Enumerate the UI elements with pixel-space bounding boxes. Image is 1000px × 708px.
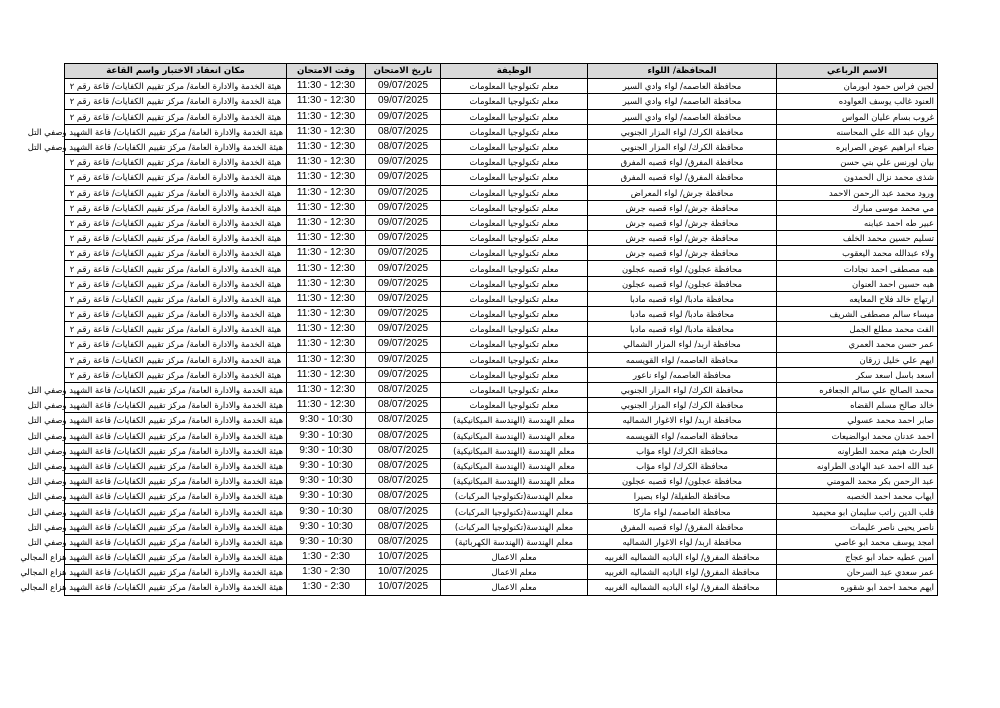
cell-name: امين عطيه حماد ابو عجاج <box>777 550 938 565</box>
cell-exam-time: 9:30 - 10:30 <box>287 413 366 428</box>
table-row <box>65 185 938 200</box>
cell-job: معلم الهندسة(تكنولوجيا المركبات) <box>441 489 588 504</box>
cell-job: معلم الهندسة (الهندسة الميكانيكية) <box>441 413 588 428</box>
cell-name: هبه حسين احمد العنوان <box>777 276 938 291</box>
cell-governorate: محافظة مادبا/ لواء قصبه مادبا <box>588 291 777 306</box>
table-row <box>65 398 938 413</box>
cell-place: هيئة الخدمة والادارة العامة/ مركز تقييم الكفايات/ قاعة رقم ٢ <box>65 109 287 124</box>
cell-place: هيئة الخدمة والادارة العامة/ مركز تقييم الكفايات/ قاعة الشهيد وصفي التل <box>65 519 287 534</box>
cell-exam-time: 11:30 - 12:30 <box>287 276 366 291</box>
cell-governorate: محافظة المفرق/ لواء قصبه المفرق <box>588 519 777 534</box>
cell-name: ولاء عبدالله محمد اليعقوب <box>777 246 938 261</box>
cell-exam-date: 09/07/2025 <box>366 276 441 291</box>
cell-exam-date: 08/07/2025 <box>366 443 441 458</box>
cell-governorate: محافظة الكرك/ لواء مؤاب <box>588 458 777 473</box>
cell-exam-time: 11:30 - 12:30 <box>287 261 366 276</box>
cell-place: هيئة الخدمة والادارة العامة/ مركز تقييم الكفايات/ قاعة رقم ٢ <box>65 367 287 382</box>
table-row <box>65 246 938 261</box>
cell-exam-date: 09/07/2025 <box>366 185 441 200</box>
cell-name: تسليم حسين محمد الخلف <box>777 231 938 246</box>
cell-place: هيئة الخدمة والادارة العامة/ مركز تقييم الكفايات/ قاعة رقم ٢ <box>65 215 287 230</box>
cell-name: امجد يوسف محمد ابو عاصي <box>777 534 938 549</box>
cell-exam-date: 10/07/2025 <box>366 565 441 580</box>
cell-name: روان عبد الله علي المحاسنه <box>777 124 938 139</box>
cell-exam-date: 08/07/2025 <box>366 458 441 473</box>
cell-name: ارتهاج خالد فلاح المعايعه <box>777 291 938 306</box>
cell-place: هيئة الخدمة والادارة العامة/ مركز تقييم الكفايات/ قاعة رقم ٢ <box>65 276 287 291</box>
cell-job: معلم تكنولوجيا المعلومات <box>441 231 588 246</box>
cell-place: هيئة الخدمة والادارة العامة/ مركز تقييم الكفايات/ قاعة الشهيد وصفي التل <box>65 139 287 154</box>
header-governorate: المحافظة/ اللواء <box>588 64 777 79</box>
cell-place: هيئة الخدمة والادارة العامة/ مركز تقييم الكفايات/ قاعة رقم ٢ <box>65 94 287 109</box>
cell-governorate: محافظة الكرك/ لواء مؤاب <box>588 443 777 458</box>
cell-exam-date: 09/07/2025 <box>366 261 441 276</box>
cell-governorate: محافظة الطفيلة/ لواء بصيرا <box>588 489 777 504</box>
table-row <box>65 458 938 473</box>
cell-exam-date: 09/07/2025 <box>366 170 441 185</box>
cell-place: هيئة الخدمة والادارة العامة/ مركز تقييم الكفايات/ قاعة الشهيد هزاع المجالي <box>65 565 287 580</box>
cell-place: هيئة الخدمة والادارة العامة/ مركز تقييم الكفايات/ قاعة رقم ٢ <box>65 200 287 215</box>
cell-exam-date: 09/07/2025 <box>366 231 441 246</box>
cell-governorate: محافظة المفرق/ لواء الباديه الشماليه الغربيه <box>588 550 777 565</box>
cell-exam-time: 11:30 - 12:30 <box>287 291 366 306</box>
cell-place: هيئة الخدمة والادارة العامة/ مركز تقييم الكفايات/ قاعة الشهيد وصفي التل <box>65 382 287 397</box>
cell-job: معلم تكنولوجيا المعلومات <box>441 246 588 261</box>
cell-exam-time: 9:30 - 10:30 <box>287 519 366 534</box>
cell-exam-date: 09/07/2025 <box>366 307 441 322</box>
cell-exam-date: 08/07/2025 <box>366 474 441 489</box>
cell-place: هيئة الخدمة والادارة العامة/ مركز تقييم الكفايات/ قاعة رقم ٢ <box>65 246 287 261</box>
cell-name: عمر سعدي عبد السرحان <box>777 565 938 580</box>
cell-job: معلم الاعمال <box>441 550 588 565</box>
cell-governorate: محافظة اربد/ لواء الاغوار الشماليه <box>588 534 777 549</box>
cell-place: هيئة الخدمة والادارة العامة/ مركز تقييم الكفايات/ قاعة رقم ٢ <box>65 291 287 306</box>
table-row <box>65 443 938 458</box>
cell-governorate: محافظة الكرك/ لواء المزار الجنوبي <box>588 124 777 139</box>
cell-exam-time: 1:30 - 2:30 <box>287 580 366 595</box>
cell-job: معلم تكنولوجيا المعلومات <box>441 155 588 170</box>
cell-exam-time: 11:30 - 12:30 <box>287 398 366 413</box>
table-row <box>65 367 938 382</box>
header-name: الاسم الرباعي <box>777 64 938 79</box>
cell-job: معلم تكنولوجيا المعلومات <box>441 322 588 337</box>
cell-exam-date: 08/07/2025 <box>366 428 441 443</box>
table-row <box>65 428 938 443</box>
table-row <box>65 231 938 246</box>
cell-governorate: محافظة العاصمه/ لواء القويسمه <box>588 428 777 443</box>
table-row <box>65 489 938 504</box>
cell-governorate: محافظة العاصمه/ لواء ماركا <box>588 504 777 519</box>
table-row <box>65 109 938 124</box>
cell-name: خالد صالح مسلم القضاه <box>777 398 938 413</box>
cell-job: معلم تكنولوجيا المعلومات <box>441 352 588 367</box>
cell-job: معلم الاعمال <box>441 565 588 580</box>
cell-job: معلم تكنولوجيا المعلومات <box>441 261 588 276</box>
cell-name: اسعد باسل اسعد سكر <box>777 367 938 382</box>
cell-exam-time: 11:30 - 12:30 <box>287 200 366 215</box>
cell-name: ايهم علي خليل زرقان <box>777 352 938 367</box>
cell-place: هيئة الخدمة والادارة العامة/ مركز تقييم الكفايات/ قاعة رقم ٢ <box>65 322 287 337</box>
cell-exam-time: 11:30 - 12:30 <box>287 215 366 230</box>
cell-job: معلم الهندسة (الهندسة الميكانيكية) <box>441 458 588 473</box>
cell-place: هيئة الخدمة والادارة العامة/ مركز تقييم الكفايات/ قاعة الشهيد وصفي التل <box>65 443 287 458</box>
cell-governorate: محافظة الكرك/ لواء المزار الجنوبي <box>588 382 777 397</box>
table-row <box>65 504 938 519</box>
cell-place: هيئة الخدمة والادارة العامة/ مركز تقييم الكفايات/ قاعة رقم ٢ <box>65 307 287 322</box>
cell-exam-date: 09/07/2025 <box>366 246 441 261</box>
cell-governorate: محافظة الكرك/ لواء المزار الجنوبي <box>588 139 777 154</box>
cell-exam-date: 08/07/2025 <box>366 124 441 139</box>
cell-governorate: محافظة العاصمه/ لواء وادي السير <box>588 109 777 124</box>
cell-job: معلم تكنولوجيا المعلومات <box>441 79 588 94</box>
cell-exam-time: 11:30 - 12:30 <box>287 322 366 337</box>
cell-name: الحارث هيثم محمد الطراونه <box>777 443 938 458</box>
cell-governorate: محافظة جرش/ لواء قصبه جرش <box>588 246 777 261</box>
cell-place: هيئة الخدمة والادارة العامة/ مركز تقييم الكفايات/ قاعة رقم ٢ <box>65 352 287 367</box>
table-body <box>20 79 938 595</box>
cell-exam-date: 08/07/2025 <box>366 413 441 428</box>
table-row <box>65 352 938 367</box>
cell-name: لجين فراس حمود ابورمان <box>777 79 938 94</box>
cell-name: هبه مصطفى احمد نجادات <box>777 261 938 276</box>
cell-exam-time: 9:30 - 10:30 <box>287 428 366 443</box>
cell-exam-time: 11:30 - 12:30 <box>287 139 366 154</box>
cell-job: معلم تكنولوجيا المعلومات <box>441 291 588 306</box>
cell-place: هيئة الخدمة والادارة العامة/ مركز تقييم الكفايات/ قاعة الشهيد وصفي التل <box>65 458 287 473</box>
cell-exam-time: 11:30 - 12:30 <box>287 367 366 382</box>
cell-place: هيئة الخدمة والادارة العامة/ مركز تقييم الكفايات/ قاعة الشهيد وصفي التل <box>65 124 287 139</box>
cell-place: هيئة الخدمة والادارة العامة/ مركز تقييم الكفايات/ قاعة رقم ٢ <box>65 231 287 246</box>
cell-exam-date: 09/07/2025 <box>366 337 441 352</box>
cell-exam-date: 08/07/2025 <box>366 504 441 519</box>
cell-exam-time: 1:30 - 2:30 <box>287 550 366 565</box>
cell-place: هيئة الخدمة والادارة العامة/ مركز تقييم الكفايات/ قاعة الشهيد وصفي التل <box>65 489 287 504</box>
cell-governorate: محافظة المفرق/ لواء قصبه المفرق <box>588 170 777 185</box>
cell-name: صابر احمد محمد عسولي <box>777 413 938 428</box>
cell-exam-time: 9:30 - 10:30 <box>287 489 366 504</box>
cell-place: هيئة الخدمة والادارة العامة/ مركز تقييم الكفايات/ قاعة الشهيد وصفي التل <box>65 428 287 443</box>
table-row <box>65 550 938 565</box>
cell-exam-time: 11:30 - 12:30 <box>287 337 366 352</box>
cell-exam-date: 10/07/2025 <box>366 580 441 595</box>
cell-exam-time: 11:30 - 12:30 <box>287 124 366 139</box>
table-row <box>65 382 938 397</box>
cell-exam-time: 9:30 - 10:30 <box>287 458 366 473</box>
table-row <box>65 307 938 322</box>
cell-place: هيئة الخدمة والادارة العامة/ مركز تقييم الكفايات/ قاعة رقم ٢ <box>65 185 287 200</box>
cell-governorate: محافظة جرش/ لواء قصبه جرش <box>588 200 777 215</box>
exam-schedule-table <box>20 63 938 596</box>
cell-exam-time: 11:30 - 12:30 <box>287 185 366 200</box>
cell-exam-time: 11:30 - 12:30 <box>287 155 366 170</box>
cell-name: ورود محمد عبد الرحمن الاحمد <box>777 185 938 200</box>
cell-governorate: محافظة العاصمه/ لواء ناعور <box>588 367 777 382</box>
table-row <box>65 565 938 580</box>
table-row <box>65 413 938 428</box>
cell-governorate: محافظة العاصمه/ لواء وادي السير <box>588 79 777 94</box>
header-row <box>65 64 938 79</box>
header-exam-time: وقت الامتحان <box>287 64 366 79</box>
table-row <box>65 170 938 185</box>
cell-name: العنود غالب يوسف العواوده <box>777 94 938 109</box>
cell-name: ايهاب محمد احمد الخصبه <box>777 489 938 504</box>
cell-governorate: محافظة المفرق/ لواء الباديه الشماليه الغربيه <box>588 565 777 580</box>
header-job: الوظيفة <box>441 64 588 79</box>
cell-governorate: محافظة الكرك/ لواء المزار الجنوبي <box>588 398 777 413</box>
cell-governorate: محافظة عجلون/ لواء قصبه عجلون <box>588 276 777 291</box>
cell-governorate: محافظة العاصمه/ لواء وادي السير <box>588 94 777 109</box>
cell-name: شذى محمد نزال الحمدون <box>777 170 938 185</box>
cell-name: عبد الرحمن بكر محمد المومني <box>777 474 938 489</box>
cell-exam-date: 08/07/2025 <box>366 519 441 534</box>
cell-exam-date: 08/07/2025 <box>366 139 441 154</box>
cell-exam-date: 09/07/2025 <box>366 352 441 367</box>
cell-exam-time: 11:30 - 12:30 <box>287 94 366 109</box>
cell-exam-date: 08/07/2025 <box>366 489 441 504</box>
cell-name: ايهم محمد احمد ابو شقوره <box>777 580 938 595</box>
cell-governorate: محافظة مادبا/ لواء قصبه مادبا <box>588 307 777 322</box>
cell-job: معلم تكنولوجيا المعلومات <box>441 109 588 124</box>
cell-exam-time: 9:30 - 10:30 <box>287 474 366 489</box>
cell-exam-date: 09/07/2025 <box>366 291 441 306</box>
table-row <box>65 276 938 291</box>
cell-exam-date: 09/07/2025 <box>366 367 441 382</box>
table-row <box>65 291 938 306</box>
table-row <box>65 580 938 595</box>
cell-job: معلم الهندسة (الهندسة الكهربائية) <box>441 534 588 549</box>
cell-exam-date: 08/07/2025 <box>366 398 441 413</box>
table-row <box>65 124 938 139</box>
table-row <box>65 519 938 534</box>
cell-place: هيئة الخدمة والادارة العامة/ مركز تقييم الكفايات/ قاعة الشهيد وصفي التل <box>65 413 287 428</box>
cell-exam-date: 09/07/2025 <box>366 109 441 124</box>
cell-exam-time: 11:30 - 12:30 <box>287 246 366 261</box>
cell-job: معلم تكنولوجيا المعلومات <box>441 94 588 109</box>
cell-job: معلم تكنولوجيا المعلومات <box>441 185 588 200</box>
cell-exam-time: 11:30 - 12:30 <box>287 79 366 94</box>
table-row <box>65 215 938 230</box>
cell-exam-time: 11:30 - 12:30 <box>287 352 366 367</box>
cell-governorate: محافظة جرش/ لواء قصبه جرش <box>588 215 777 230</box>
cell-exam-time: 11:30 - 12:30 <box>287 109 366 124</box>
table-row <box>65 337 938 352</box>
cell-exam-time: 11:30 - 12:30 <box>287 170 366 185</box>
cell-job: معلم تكنولوجيا المعلومات <box>441 200 588 215</box>
cell-name: ضياء ابراهيم عوض الصرايره <box>777 139 938 154</box>
cell-job: معلم تكنولوجيا المعلومات <box>441 337 588 352</box>
cell-place: هيئة الخدمة والادارة العامة/ مركز تقييم الكفايات/ قاعة الشهيد وصفي التل <box>65 534 287 549</box>
cell-exam-date: 09/07/2025 <box>366 200 441 215</box>
cell-exam-time: 11:30 - 12:30 <box>287 382 366 397</box>
cell-governorate: محافظة جرش/ لواء قصبه جرش <box>588 231 777 246</box>
table-row <box>65 322 938 337</box>
cell-exam-time: 11:30 - 12:30 <box>287 307 366 322</box>
cell-job: معلم الهندسة(تكنولوجيا المركبات) <box>441 519 588 534</box>
cell-exam-date: 08/07/2025 <box>366 534 441 549</box>
cell-name: بيان لورنس علي بني حسن <box>777 155 938 170</box>
cell-name: عبد الله احمد عبد الهادى الطراونه <box>777 458 938 473</box>
cell-place: هيئة الخدمة والادارة العامة/ مركز تقييم الكفايات/ قاعة الشهيد وصفي التل <box>65 398 287 413</box>
cell-exam-time: 9:30 - 10:30 <box>287 504 366 519</box>
cell-job: معلم تكنولوجيا المعلومات <box>441 139 588 154</box>
cell-job: معلم تكنولوجيا المعلومات <box>441 367 588 382</box>
cell-governorate: محافظة المفرق/ لواء الباديه الشماليه الغربيه <box>588 580 777 595</box>
cell-place: هيئة الخدمة والادارة العامة/ مركز تقييم الكفايات/ قاعة رقم ٢ <box>65 261 287 276</box>
table-row <box>65 261 938 276</box>
cell-name: قلب الدين راتب سليمان ابو محيميد <box>777 504 938 519</box>
cell-exam-date: 09/07/2025 <box>366 322 441 337</box>
cell-name: مي محمد موسى مبارك <box>777 200 938 215</box>
cell-name: الفت محمد مطلع الجمل <box>777 322 938 337</box>
table-row <box>65 155 938 170</box>
cell-governorate: محافظة اربد/ لواء المزار الشمالي <box>588 337 777 352</box>
cell-job: معلم الهندسة (الهندسة الميكانيكية) <box>441 443 588 458</box>
table-row <box>65 200 938 215</box>
cell-place: هيئة الخدمة والادارة العامة/ مركز تقييم الكفايات/ قاعة الشهيد وصفي التل <box>65 504 287 519</box>
cell-governorate: محافظة اربد/ لواء الاغوار الشماليه <box>588 413 777 428</box>
cell-governorate: محافظة المفرق/ لواء قصبه المفرق <box>588 155 777 170</box>
cell-exam-date: 09/07/2025 <box>366 94 441 109</box>
cell-name: عمر حسن محمد العمري <box>777 337 938 352</box>
cell-exam-time: 1:30 - 2:30 <box>287 565 366 580</box>
table-row <box>65 94 938 109</box>
table-row <box>65 474 938 489</box>
cell-governorate: محافظة جرش/ لواء المعراض <box>588 185 777 200</box>
cell-exam-time: 9:30 - 10:30 <box>287 534 366 549</box>
cell-place: هيئة الخدمة والادارة العامة/ مركز تقييم الكفايات/ قاعة رقم ٢ <box>65 337 287 352</box>
cell-exam-date: 09/07/2025 <box>366 155 441 170</box>
cell-job: معلم الاعمال <box>441 580 588 595</box>
cell-name: عبير طه احمد عبابنه <box>777 215 938 230</box>
cell-exam-date: 08/07/2025 <box>366 382 441 397</box>
cell-place: هيئة الخدمة والادارة العامة/ مركز تقييم الكفايات/ قاعة الشهيد وصفي التل <box>65 474 287 489</box>
header-exam-date: تاريخ الامتحان <box>366 64 441 79</box>
cell-place: هيئة الخدمة والادارة العامة/ مركز تقييم الكفايات/ قاعة رقم ٢ <box>65 170 287 185</box>
cell-job: معلم الهندسة (الهندسة الميكانيكية) <box>441 428 588 443</box>
cell-place: هيئة الخدمة والادارة العامة/ مركز تقييم الكفايات/ قاعة رقم ٢ <box>65 155 287 170</box>
cell-job: معلم تكنولوجيا المعلومات <box>441 215 588 230</box>
cell-place: هيئة الخدمة والادارة العامة/ مركز تقييم الكفايات/ قاعة الشهيد هزاع المجالي <box>65 550 287 565</box>
cell-exam-date: 09/07/2025 <box>366 215 441 230</box>
cell-job: معلم تكنولوجيا المعلومات <box>441 398 588 413</box>
table-row <box>65 139 938 154</box>
cell-place: هيئة الخدمة والادارة العامة/ مركز تقييم الكفايات/ قاعة الشهيد هزاع المجالي <box>65 580 287 595</box>
cell-job: معلم تكنولوجيا المعلومات <box>441 276 588 291</box>
table-row <box>65 79 938 94</box>
cell-governorate: محافظة عجلون/ لواء قصبه عجلون <box>588 474 777 489</box>
cell-exam-time: 11:30 - 12:30 <box>287 231 366 246</box>
cell-exam-date: 09/07/2025 <box>366 79 441 94</box>
cell-job: معلم تكنولوجيا المعلومات <box>441 170 588 185</box>
cell-name: احمد عدنان محمد ابوالضيعات <box>777 428 938 443</box>
cell-governorate: محافظة عجلون/ لواء قصبه عجلون <box>588 261 777 276</box>
table-row <box>65 534 938 549</box>
cell-place: هيئة الخدمة والادارة العامة/ مركز تقييم الكفايات/ قاعة رقم ٢ <box>65 79 287 94</box>
cell-job: معلم تكنولوجيا المعلومات <box>441 307 588 322</box>
cell-name: محمد الصالح علي سالم الجعافره <box>777 382 938 397</box>
cell-name: ناصر يحيى ناصر عليمات <box>777 519 938 534</box>
cell-job: معلم تكنولوجيا المعلومات <box>441 124 588 139</box>
cell-exam-date: 10/07/2025 <box>366 550 441 565</box>
cell-job: معلم تكنولوجيا المعلومات <box>441 382 588 397</box>
cell-name: غروب بسام عليان المواس <box>777 109 938 124</box>
cell-job: معلم الهندسة (الهندسة الميكانيكية) <box>441 474 588 489</box>
cell-job: معلم الهندسة(تكنولوجيا المركبات) <box>441 504 588 519</box>
cell-name: ميساء سالم مصطفى الشريف <box>777 307 938 322</box>
cell-governorate: محافظة مادبا/ لواء قصبه مادبا <box>588 322 777 337</box>
cell-exam-time: 9:30 - 10:30 <box>287 443 366 458</box>
header-place: مكان انعقاد الاختبار واسم القاعة <box>65 64 287 79</box>
cell-governorate: محافظة العاصمه/ لواء القويسمه <box>588 352 777 367</box>
